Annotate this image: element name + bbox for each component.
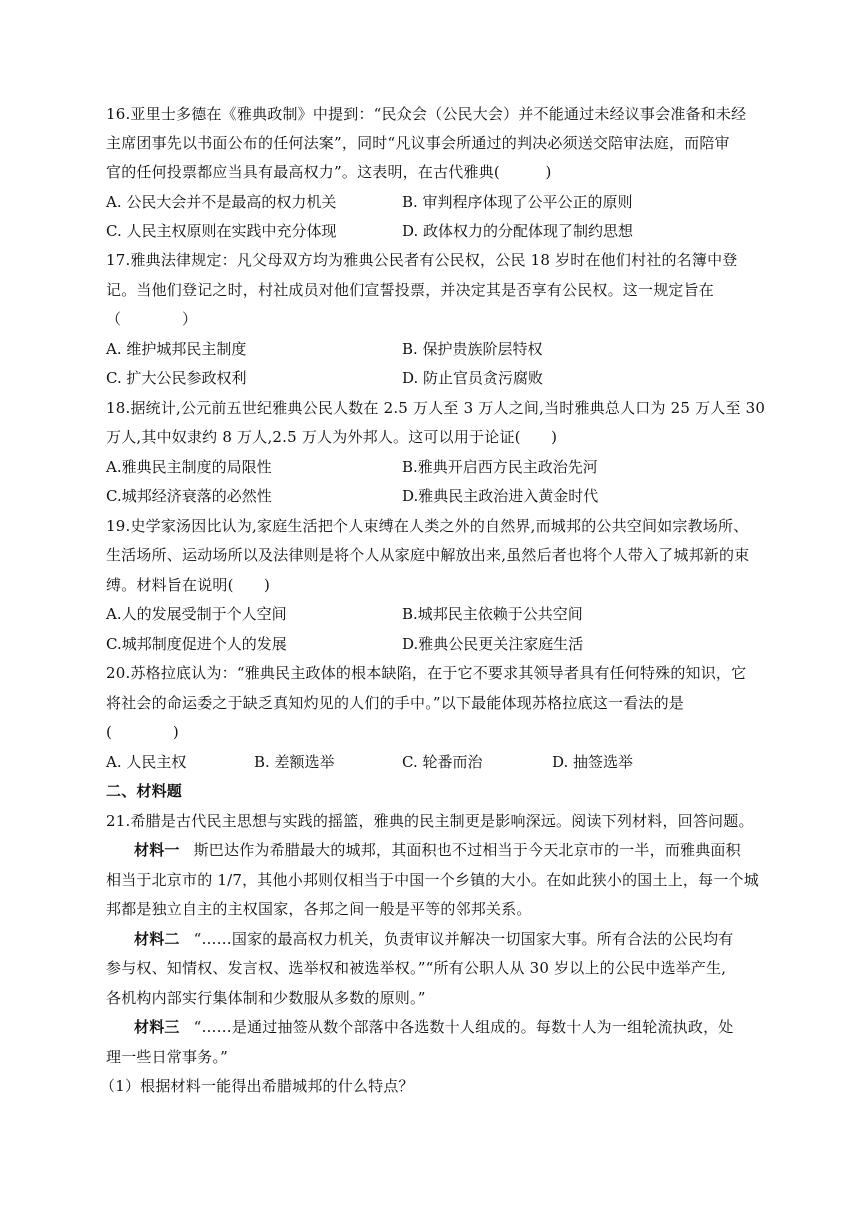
- q17-option-a: A. 维护城邦民主制度: [106, 340, 247, 358]
- section-heading: 二、材料题: [106, 782, 183, 800]
- q18-option-d: D.雅典民主政治进入黄金时代: [402, 487, 599, 505]
- q17-stem-line-2: 记。当他们登记之时，村社成员对他们宣誓投票，并决定其是否享有公民权。这一规定旨在: [106, 281, 715, 299]
- q20-stem-line-3: ( ): [106, 723, 179, 741]
- q17-option-c: C. 扩大公民参政权利: [106, 369, 247, 387]
- q20-stem-line-1: 20.苏格拉底认为：“雅典民主政体的根本缺陷，在于它不要求其领导者具有任何特殊的知识，它: [106, 664, 747, 682]
- q16-stem-line-1: 16.亚里士多德在《雅典政制》中提到：“民众会（公民大会）并不能通过未经议事会准备和未经: [106, 105, 747, 123]
- q21-material-2-line-1: [134, 928, 733, 950]
- q21-intro: 21.希腊是古代民主思想与实践的摇篮，雅典的民主制更是影响深远。阅读下列材料，回答问题。: [106, 812, 754, 830]
- material-1-text: 斯巴达作为希腊最大的城邦，其面积也不过相当于今天北京市的一半，而雅典面积: [193, 841, 741, 859]
- q20-option-d: D. 抽签选举: [552, 753, 634, 771]
- q19-stem-line-2: 生活场所、运动场所以及法律则是将个人从家庭中解放出来,虽然后者也将个人带入了城邦新的束: [106, 546, 750, 564]
- q18-stem-line-2: 万人,其中奴隶约 8 万人,2.5 万人为外邦人。这可以用于论证( ): [106, 428, 558, 446]
- q16-option-d: D. 政体权力的分配体现了制约思想: [402, 222, 634, 240]
- q19-stem-line-1: 19.史学家汤因比认为,家庭生活把个人束缚在人类之外的自然界,而城邦的公共空间如宗教场所、: [106, 517, 749, 535]
- q21-material-2-line-2: 参与权、知情权、发言权、选举权和被选举权。”“所有公职人从 30 岁以上的公民中选举产生,: [106, 959, 727, 977]
- q21-material-3-line-1: [134, 1016, 733, 1038]
- q16-stem-line-3: 官的任何投票都应当具有最高权力”。这表明，在古代雅典( ): [106, 163, 552, 181]
- q20-option-c: C. 轮番而治: [402, 753, 483, 771]
- q20-option-a: A. 人民主权: [106, 753, 187, 771]
- q19-stem-line-3: 缚。材料旨在说明( ): [106, 576, 271, 594]
- q19-option-a: A.人的发展受制于个人空间: [106, 605, 287, 623]
- q16-option-b: B. 审判程序体现了公平公正的原则: [402, 193, 633, 211]
- q18-option-a: A.雅典民主制度的局限性: [106, 458, 272, 476]
- material-2-label: 材料二: [134, 930, 180, 948]
- q21-material-1-line-2: 相当于北京市的 1/7，其他小邦则仅相当于中国一个乡镇的大小。在如此狭小的国土上，每一个城: [106, 871, 759, 889]
- q17-stem-line-1: 17.雅典法律规定：凡父母双方均为雅典公民者有公民权，公民 18 岁时在他们村社的名簿中登: [106, 251, 738, 269]
- q17-option-d: D. 防止官员贪污腐败: [402, 369, 544, 387]
- q16-stem-line-2: 主席团事先以书面公布的任何法案”，同时“凡议事会所通过的判决必须送交陪审法庭，而陪审: [106, 134, 730, 152]
- q18-option-b: B.雅典开启西方民主政治先河: [402, 458, 598, 476]
- material-1-label: 材料一: [134, 841, 180, 859]
- q21-subquestion-1: （1）根据材料一能得出希腊城邦的什么特点？: [100, 1077, 414, 1095]
- q20-stem-line-2: 将社会的命运委之于缺乏真知灼见的人们的手中。”以下最能体现苏格拉底这一看法的是: [106, 694, 684, 712]
- q21-material-1-line-3: 邦都是独立自主的主权国家，各邦之间一般是平等的邻邦关系。: [106, 900, 532, 918]
- q18-stem-line-1: 18.据统计,公元前五世纪雅典公民人数在 2.5 万人至 3 万人之间,当时雅典总人口为 25 万人至 30: [106, 399, 766, 417]
- q19-option-c: C.城邦制度促进个人的发展: [106, 635, 287, 653]
- q17-stem-line-3: （ ）: [106, 310, 198, 328]
- q19-option-b: B.城邦民主依赖于公共空间: [402, 605, 583, 623]
- q19-option-d: D.雅典公民更关注家庭生活: [402, 635, 584, 653]
- q21-material-2-line-3: 各机构内部实行集体制和少数服从多数的原则。”: [106, 989, 426, 1007]
- q21-material-1-line-1: [134, 839, 741, 861]
- q17-option-b: B. 保护贵族阶层特权: [402, 340, 543, 358]
- q16-option-a: A. 公民大会并不是最高的权力机关: [106, 193, 337, 211]
- q21-material-3-line-2: 理一些日常事务。”: [106, 1048, 228, 1066]
- material-2-text: “……国家的最高权力机关，负责审议并解决一切国家大事。所有合法的公民均有: [193, 930, 734, 948]
- q18-option-c: C.城邦经济衰落的必然性: [106, 487, 272, 505]
- q20-option-b: B. 差额选举: [254, 753, 335, 771]
- material-3-label: 材料三: [134, 1018, 180, 1036]
- q16-option-c: C. 人民主权原则在实践中充分体现: [106, 222, 337, 240]
- material-3-text: “……是通过抽签从数个部落中各选数十人组成的。每数十人为一组轮流执政，处: [193, 1018, 734, 1036]
